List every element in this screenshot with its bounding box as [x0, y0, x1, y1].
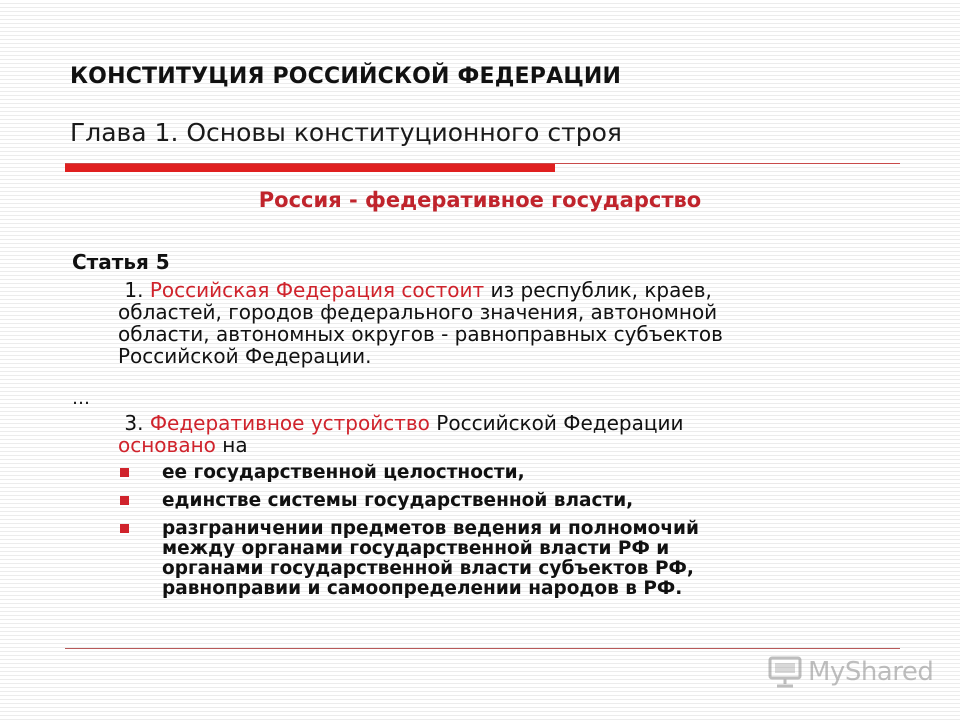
list-item	[118, 519, 898, 599]
paragraph-3-end: на	[215, 433, 248, 457]
square-bullet-icon	[120, 524, 129, 533]
paragraph-3-mid: Российской Федерации	[429, 411, 684, 435]
principles-list	[118, 463, 898, 607]
list-item-text: равноправии и самоопределении народов в РФ.	[162, 578, 683, 599]
section-heading: Россия - федеративное государство	[258, 188, 702, 212]
omission-ellipsis: …	[72, 388, 90, 409]
paragraph-3	[118, 412, 888, 456]
list-item-text: единстве системы государственной власти,	[162, 490, 634, 511]
square-bullet-icon	[120, 496, 129, 505]
bottom-divider	[65, 648, 900, 649]
list-item	[118, 491, 898, 511]
paragraph-3-highlight-1: Федеративное устройство	[149, 411, 430, 435]
top-divider-accent	[65, 164, 555, 172]
square-bullet-icon	[120, 468, 129, 477]
paragraph-1-line-3: области, автономных округов - равноправных субъектов	[118, 322, 723, 346]
list-item-text: между органами государственной власти РФ и	[162, 538, 670, 559]
list-item-text: разграничении предметов ведения и полномочий	[162, 518, 699, 539]
list-item-text: ее государственной целостности,	[162, 462, 525, 483]
watermark-text: MyShared	[808, 657, 934, 687]
paragraph-1-rest: из республик, краев,	[484, 278, 712, 302]
paragraph-3-highlight-2: основано	[118, 433, 216, 457]
list-item-text: органами государственной власти субъектов РФ,	[162, 558, 694, 579]
paragraph-3-line-2	[118, 434, 888, 456]
document-title: КОНСТИТУЦИЯ РОССИЙСКОЙ ФЕДЕРАЦИИ	[70, 64, 622, 89]
paragraph-1-line-2: областей, городов федерального значения, автономной	[118, 300, 718, 324]
paragraph-1-line-1	[118, 279, 888, 301]
chapter-subtitle: Глава 1. Основы конституционного строя	[70, 118, 622, 147]
paragraph-3-number: 3.	[124, 411, 150, 435]
presentation-board-icon	[768, 656, 802, 688]
paragraph-1	[118, 279, 888, 367]
paragraph-1-number: 1.	[124, 278, 150, 302]
watermark	[768, 655, 933, 689]
paragraph-1-line-4: Российской Федерации.	[118, 344, 372, 368]
list-item	[118, 463, 898, 483]
article-label: Статья 5	[72, 250, 170, 274]
paragraph-3-line-1	[118, 412, 888, 434]
paragraph-1-highlight: Российская Федерация состоит	[149, 278, 485, 302]
